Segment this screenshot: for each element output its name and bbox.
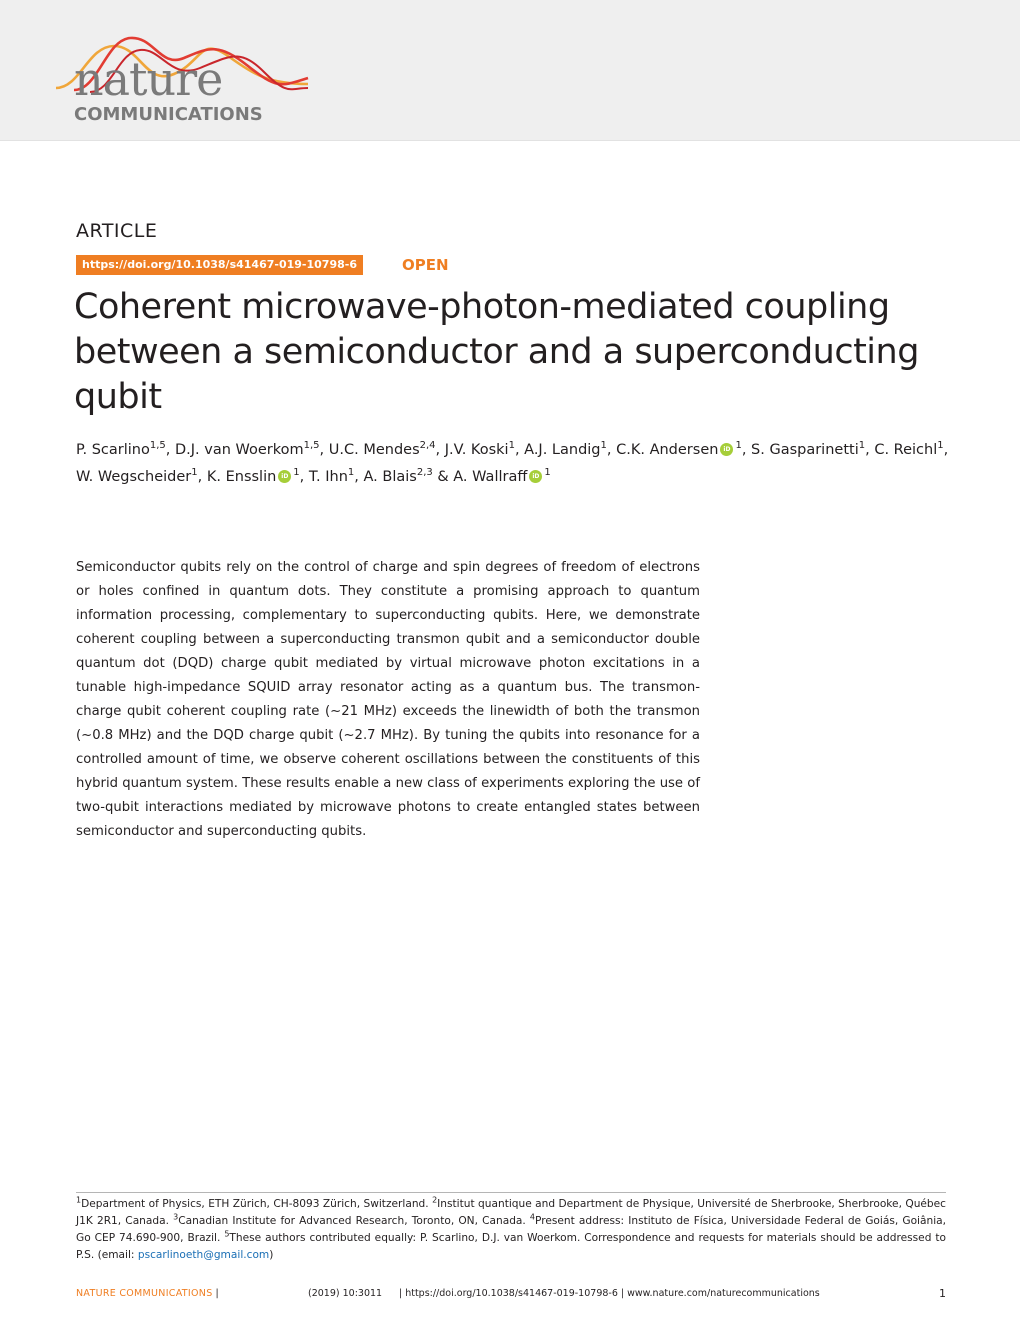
footer-links bbox=[396, 1286, 820, 1302]
running-footer bbox=[76, 1286, 946, 1302]
footnote-divider bbox=[76, 1192, 946, 1193]
author-separator: , bbox=[741, 442, 752, 458]
author-name: A.J. Landig bbox=[524, 442, 601, 458]
footnote-marker: 2 bbox=[432, 1195, 438, 1205]
author bbox=[616, 442, 742, 458]
page-number: 1 bbox=[939, 1287, 946, 1300]
footer-website-link[interactable]: www.nature.com/naturecommunications bbox=[627, 1288, 820, 1299]
author-name: C.K. Andersen bbox=[616, 442, 719, 458]
journal-header bbox=[0, 0, 1020, 141]
author-separator: , bbox=[319, 442, 329, 458]
footer-doi-link[interactable]: https://doi.org/10.1038/s41467-019-10798-6 bbox=[405, 1288, 618, 1299]
author bbox=[874, 442, 943, 458]
orcid-icon[interactable]: iD bbox=[529, 470, 542, 483]
footer-separator: | bbox=[215, 1288, 219, 1299]
author bbox=[329, 442, 436, 458]
author-separator: , bbox=[354, 469, 364, 485]
author-name: P. Scarlino bbox=[76, 442, 150, 458]
abstract: Semiconductor qubits rely on the control of charge and spin degrees of freedom of electrons or holes confined in quantum dots. They constitute a promising approach to quantum information processing, complementary to superconducting qubits. Here, we demonstrate coherent coupling between a superconducting transmon qubit and a semiconductor double quantum dot (DQD) charge qubit mediated by virtual microwave photon excitations in a tunable high-impedance SQUID array resonator acting as a quantum bus. The transmon-charge qubit coherent coupling rate (~21 MHz) exceeds the linewidth of both the transmon (~0.8 MHz) and the DQD charge qubit (~2.7 MHz). By tuning the qubits into resonance for a controlled amount of time, we observe coherent oscillations between the constituents of this hybrid quantum system. These results enable a new class of experiments exploring the use of two-qubit interactions mediated by microwave photons to create entangled states between semiconductor and superconducting qubits. bbox=[76, 560, 700, 839]
author-name: A. Wallraff bbox=[453, 469, 528, 485]
footnote-marker: 5 bbox=[224, 1229, 230, 1239]
correspondence-email-link[interactable]: pscarlinoeth@gmail.com bbox=[137, 1249, 270, 1261]
author-affiliation-marker: 1,5 bbox=[149, 440, 166, 452]
footnote-marker: 3 bbox=[173, 1212, 179, 1222]
orcid-icon[interactable]: iD bbox=[278, 470, 291, 483]
doi-link[interactable]: https://doi.org/10.1038/s41467-019-10798-6 bbox=[76, 255, 363, 275]
author-separator: , bbox=[165, 442, 175, 458]
author-affiliation-marker: 1 bbox=[735, 440, 742, 452]
author bbox=[76, 469, 198, 485]
affiliation-2: Institut quantique and Department de Physique, Université de Sherbrooke, Sherbrooke, Québec J1K 2R1, Canada. bbox=[76, 1198, 946, 1227]
author-separator: , bbox=[514, 442, 525, 458]
author-affiliation-marker: 2,4 bbox=[419, 440, 436, 452]
author-affiliation-marker: 1 bbox=[293, 467, 300, 479]
author-separator: , bbox=[865, 442, 875, 458]
author-affiliation-marker: 1 bbox=[347, 467, 355, 479]
author bbox=[364, 469, 433, 485]
author-separator: , bbox=[606, 442, 617, 458]
affiliation-4: Present address: Instituto de Física, Universidade Federal de Goiás, Goiânia, Go CEP 74.690-900, Brazil. bbox=[76, 1215, 947, 1244]
author-separator: & bbox=[432, 469, 454, 485]
author bbox=[309, 469, 354, 485]
author-list bbox=[76, 437, 956, 491]
footer-separator: | bbox=[399, 1288, 403, 1299]
article-type-label: ARTICLE bbox=[76, 220, 158, 242]
footer-year-volume: (2019) 10:3011 bbox=[308, 1288, 383, 1299]
author bbox=[207, 469, 300, 485]
footer-journal-name: NATURE COMMUNICATIONS bbox=[76, 1288, 213, 1299]
affiliation-1: Department of Physics, ETH Zürich, CH-8093 Zürich, Switzerland. bbox=[81, 1198, 429, 1210]
author-name: D.J. van Woerkom bbox=[174, 442, 304, 458]
author-separator: , bbox=[299, 469, 309, 485]
author bbox=[76, 442, 166, 458]
affiliation-3: Canadian Institute for Advanced Research, Toronto, ON, Canada. bbox=[178, 1215, 526, 1227]
author-name: T. Ihn bbox=[308, 469, 348, 485]
author bbox=[175, 442, 320, 458]
affiliations-footnote bbox=[76, 1196, 946, 1264]
logo-nature-wordmark: nature bbox=[74, 52, 223, 106]
author-name: S. Gasparinetti bbox=[751, 442, 859, 458]
author bbox=[524, 442, 607, 458]
author bbox=[751, 442, 865, 458]
author-separator: , bbox=[435, 442, 445, 458]
author-affiliation-marker: 1 bbox=[544, 467, 551, 479]
author-name: C. Reichl bbox=[874, 442, 938, 458]
author bbox=[453, 469, 550, 485]
author-name: U.C. Mendes bbox=[328, 442, 420, 458]
author-affiliation-marker: 1 bbox=[600, 440, 607, 452]
author-separator: , bbox=[943, 442, 949, 458]
author-affiliation-marker: 1 bbox=[508, 440, 515, 452]
orcid-icon[interactable]: iD bbox=[720, 443, 733, 456]
footnote-marker: 4 bbox=[529, 1212, 536, 1222]
author-name: W. Wegscheider bbox=[76, 469, 192, 485]
author-affiliation-marker: 1 bbox=[858, 440, 866, 452]
author-name: K. Ensslin bbox=[206, 469, 277, 485]
logo-communications-wordmark: COMMUNICATIONS bbox=[74, 104, 263, 125]
footer-separator: | bbox=[620, 1288, 625, 1299]
author-affiliation-marker: 2,3 bbox=[416, 467, 433, 479]
author-affiliation-marker: 1 bbox=[191, 467, 198, 479]
footnote-marker: 1 bbox=[76, 1195, 82, 1205]
open-access-label: OPEN bbox=[402, 256, 449, 274]
author-affiliation-marker: 1 bbox=[937, 440, 944, 452]
author-affiliation-marker: 1,5 bbox=[303, 440, 320, 452]
footnote-close: ) bbox=[269, 1249, 274, 1261]
author-name: J.V. Koski bbox=[444, 442, 509, 458]
article-title: Coherent microwave-photon-mediated coupling between a semiconductor and a superconducting qubit bbox=[74, 287, 919, 417]
author-separator: , bbox=[197, 469, 207, 485]
equal-contribution-note: These authors contributed equally: P. Scarlino, D.J. van Woerkom. Correspondence and requests for materials should be addressed to P.S. (email: bbox=[76, 1232, 946, 1261]
author bbox=[445, 442, 515, 458]
author-name: A. Blais bbox=[363, 469, 417, 485]
